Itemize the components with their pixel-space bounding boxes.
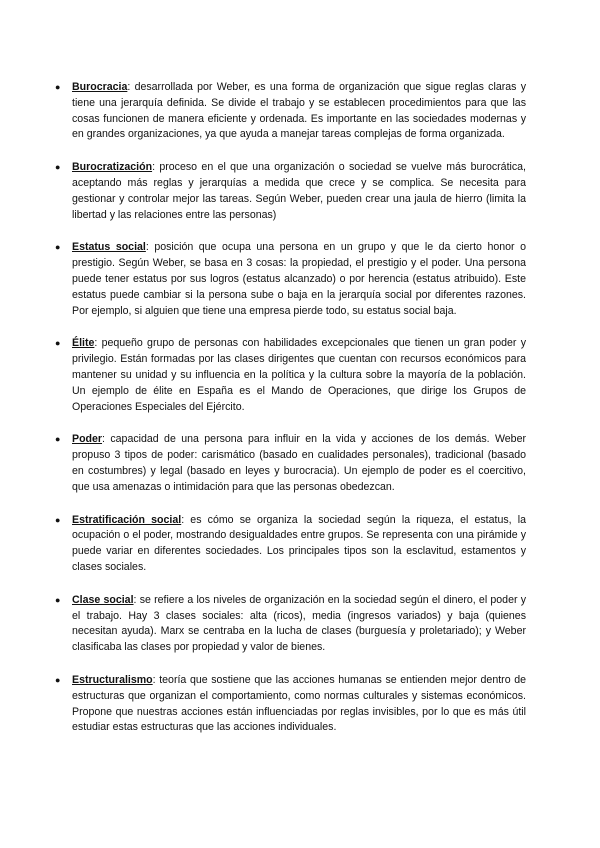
bullet-icon: ● [55,82,61,92]
list-item-poder [55,432,526,495]
term-label: Estructuralismo [72,673,153,686]
bullet-icon: ● [55,162,61,173]
bullet-icon: ● [55,242,61,253]
term-label: Estatus social [72,241,146,254]
definition-text: : teoría que sostiene que las acciones humanas se entienden mejor dentro de estructuras que organizan el comportamiento, como normas culturales y sistemas económicos. Propone que nuestras acciones están influenciadas por reglas invisibles, por lo que es más útil estudiar estas estructuras que las acciones individuales. [72,673,526,734]
definition-text: : proceso en el que una organización o sociedad se vuelve más burocrática, aceptando más reglas y jerarquías a medida que crece y se complica. Se necesita para gestionar y controlar mejor las tareas. Según Weber, pueden crear una jaula de hierro (limita la libertad y las relaciones entre las personas) [72,161,526,221]
list-item-clase-social [55,593,527,656]
term-label: Burocracia [72,81,128,93]
term-label: Clase social [72,593,134,606]
definition-text: : desarrollada por Weber, es una forma de organización que sigue reglas claras y tiene una jerarquía definida. Se divide el trabajo y se establecen procedimientos para que las cosas funcionen de manera eficiente y ordenada. Es importante en las sociedades modernas y en grandes organizaciones, ya que ayuda a manejar tareas complejas de forma organizada. [72,81,526,141]
term-label: Élite [72,337,95,350]
list-item-estatus-social [55,240,526,319]
bullet-icon: ● [55,514,61,525]
term-label: Poder [72,433,103,446]
term-label: Burocratización [72,161,153,174]
bullet-icon: ● [55,674,61,685]
definition-text: : se refiere a los niveles de organización en la sociedad según el dinero, el poder y el trabajo. Hay 3 clases sociales: alta (ricos), media (ingresos variados) y baja (quienes necesitan ayuda). Marx se centraba en la lucha de clases (burguesía y proletariado); y Weber clasificaba las clases por propiedad y valor de bienes. [72,593,527,654]
definition-text: : pequeño grupo de personas con habilidades excepcionales que tienen un gran poder y privilegio. Están formadas por las clases dirigentes que cuentan con recursos económicos para mantener su unidad y su influencia en la política y la cultura sobre la mayoría de la población. Un ejemplo de élite en España es el Mando de Operaciones, que dirige los Grupos de Operaciones Especiales del Ejército. [72,337,526,413]
definition-list [55,80,527,736]
definition-text: : es cómo se organiza la sociedad según la riqueza, el estatus, la ocupación o el poder, mostrando desigualdades entre grupos. Se representa con una pirámide y puede variar en diferentes sociedades. Los principales tipos son la esclavitud, estamentos y clases sociales. [72,513,526,573]
list-item-estructuralismo [55,673,526,736]
list-item-estratificacion-social [55,513,526,576]
term-label: Estratificación social [72,513,182,526]
bullet-icon: ● [55,338,61,349]
list-item-elite [55,336,526,415]
definition-text: : capacidad de una persona para influir en la vida y acciones de los demás. Weber propuso 3 tipos de poder: carismático (basado en cualidades personales), tradicional (basado en costumbres) y legal (basado en leyes y burocracia). Un ejemplo de poder es el coercitivo, que usa amenazas o intimidación para que las personas obedezcan. [72,433,526,493]
list-item-burocratizacion [55,160,526,223]
bullet-icon: ● [55,434,61,445]
bullet-icon: ● [55,594,61,605]
list-item-burocracia [55,80,526,143]
definition-text: : posición que ocupa una persona en un grupo y que le da cierto honor o prestigio. Según Weber, se basa en 3 cosas: la propiedad, el prestigio y el poder. Una persona puede tener estatus por sus logros (estatus alcanzado) o por herencia (estatus atribuido). Este estatus puede cambiar si la persona sube o baja en la jerarquía social por diferentes razones. Por ejemplo, si alguien que tiene una empresa pierde todo, su estatus social baja. [72,241,526,317]
